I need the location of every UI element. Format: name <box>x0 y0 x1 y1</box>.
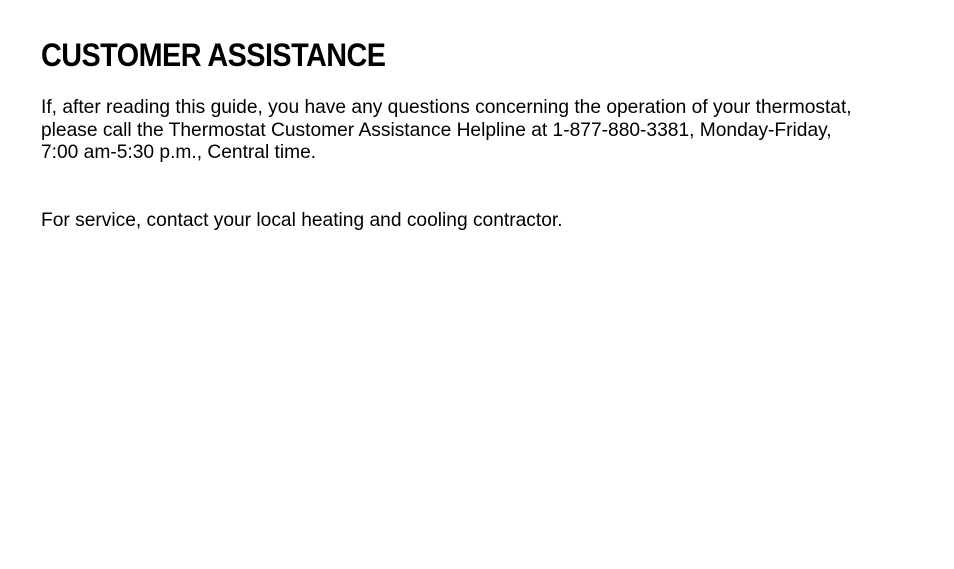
assistance-paragraph-line-3: 7:00 am-5:30 p.m., Central time. <box>41 142 317 163</box>
assistance-paragraph-line-2: please call the Thermostat Customer Assistance Helpline at 1-877-880-3381, Monday-Friday, <box>41 119 832 141</box>
document-page <box>41 36 921 232</box>
assistance-paragraph <box>41 97 921 165</box>
page-title: CUSTOMER ASSISTANCE <box>41 37 386 73</box>
service-paragraph: For service, contact your local heating and cooling contractor. <box>41 209 563 231</box>
assistance-paragraph-line-1: If, after reading this guide, you have any questions concerning the operation of your thermostat, <box>41 97 852 118</box>
